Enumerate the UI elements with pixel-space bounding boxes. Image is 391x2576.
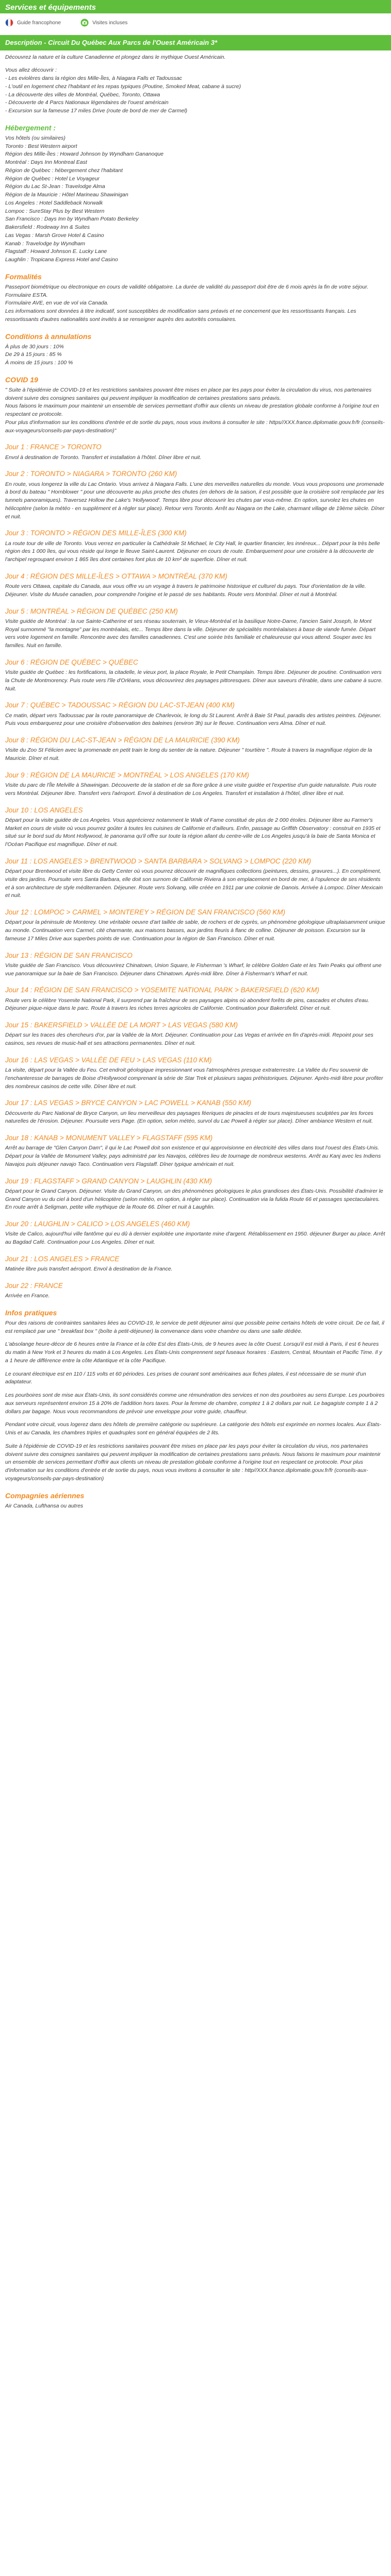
highlights-list bbox=[5, 75, 386, 115]
day-item bbox=[5, 735, 386, 763]
camera-icon bbox=[80, 19, 89, 27]
formalites-heading: Formalités bbox=[5, 272, 42, 281]
day-item bbox=[5, 1133, 386, 1169]
highlight-item: - La découverte des villes de Montréal, Québec, Toronto, Ottawa bbox=[5, 91, 160, 98]
hotel-item: Région de Québec : Hotel Le Voyageur bbox=[5, 175, 100, 182]
formalites-line: Les informations sont données à titre indicatif, sont susceptibles de modification sans préavis et ne concernent que les ressortissants français. Les ressortissants d'autres nationalités sont invités à se renseigner auprès des autorités consulaires. bbox=[5, 308, 356, 323]
hotel-item: Laughlin : Tropicana Express Hotel and Casino bbox=[5, 257, 118, 263]
day-description: Matinée libre puis transfert aéroport. Envol à destination de la France. bbox=[5, 1266, 173, 1272]
infos-heading: Infos pratiques bbox=[5, 1308, 57, 1317]
day-description: Visite de Calico, aujourd'hui ville fantôme qui eu dû à dernier exploitée une importante mine d'argent. Rétablissement en 1950. déjeuner Burger au place. Arrêt au Bagdad Café. Continuation pour Los Angeles. Dîner et nuit. bbox=[5, 1231, 385, 1245]
day-description: Visite guidée de San Francisco. Vous découvrirez Chinatown, Union Square, le Fisherman 's Wharf, le célèbre Golden Gate et les Twin Peaks qui offrent une vue panoramique sur la baie de San Francisco. Déjeuner dans Chinatown. Après-midi libre. Dîner à Fisherman's Wharf et nuit. bbox=[5, 962, 382, 977]
day-item bbox=[5, 805, 386, 849]
days-list bbox=[5, 442, 386, 1300]
day-description: Ce matin, départ vers Tadoussac par la route panoramique de Charlevoix, le long du St Laurent. Arrêt à Baie St Paul, paradis des artistes peintres. Déjeuner. Puis vous embarquerez pour une croisière d'observation des baleines (environ 3h) sur le fleuve. Continuation vers Alma. Dîner et nuit. bbox=[5, 712, 382, 727]
day-description: Arrivée en France. bbox=[5, 1293, 50, 1299]
hotel-item: Région de la Mauricie : Hôtel Marineau Shawinigan bbox=[5, 192, 128, 198]
day-title: Jour 7 : QUÉBEC > TADOUSSAC > RÉGION DU LAC-ST-JEAN (400 KM) bbox=[5, 701, 235, 709]
hotels-list bbox=[5, 143, 386, 264]
highlights-heading: Vous allez découvrir : bbox=[5, 67, 57, 74]
highlight-item: - Découverte de 4 Parcs Nationaux légendaires de l'ouest américain bbox=[5, 99, 169, 106]
day-item bbox=[5, 951, 386, 978]
legend bbox=[0, 13, 391, 31]
day-item bbox=[5, 606, 386, 650]
intro-text: Découvrez la nature et la culture Canadienne et plongez dans le mythique Ouest Américain. bbox=[5, 54, 226, 60]
day-title: Jour 16 : LAS VEGAS > VALLÉE DE FEU > LAS VEGAS (110 KM) bbox=[5, 1056, 212, 1064]
day-item bbox=[5, 1098, 386, 1126]
day-title: Jour 1 : FRANCE > TORONTO bbox=[5, 443, 102, 451]
day-description: Départ sur les traces des chercheurs d'or, par la Vallée de la Mort. Déjeuner. Continuation pour Las Vegas et arrivée en fin d'après-midi. Repoint pour ses casinos, ses revues de music-hall et ses attractions permanentes. Dîner et nuit. bbox=[5, 1032, 373, 1046]
day-item bbox=[5, 442, 386, 462]
infos-paragraph: Le courant électrique est en 110 / 115 volts et 60 périodes. Les prises de courant sont américaines aux fiches plates, il est nécessaire de se munir d'un adaptateur. bbox=[5, 1370, 366, 1385]
day-item bbox=[5, 1055, 386, 1091]
hotel-item: Toronto : Best Western airport bbox=[5, 143, 77, 149]
hotel-item: Montréal : Days Inn Montreal East bbox=[5, 159, 87, 165]
day-title: Jour 18 : KANAB > MONUMENT VALLEY > FLAGSTAFF (595 KM) bbox=[5, 1134, 213, 1142]
day-item bbox=[5, 469, 386, 521]
covid-list bbox=[5, 386, 386, 435]
day-item bbox=[5, 1020, 386, 1048]
day-title: Jour 12 : LOMPOC > CARMEL > MONTEREY > RÉGION DE SAN FRANCISCO (560 KM) bbox=[5, 908, 286, 916]
formalites-line: Passeport biométrique ou électronique en cours de validité obligatoire. La durée de validité du passeport doit être de 6 mois après la fin de votre séjour. bbox=[5, 283, 369, 290]
hotel-item: Flagstaff : Howard Johnson E. Lucky Lane bbox=[5, 248, 107, 255]
day-description: Visite guidée de Montréal : la rue Sainte-Catherine et ses réseau souterrain, le Vieux-Montréal et la basilique Notre-Dame, l'ancien Saint Joseph, le Mont Royal surnommé "la montagne" par les montréalais, etc... Temps libre dans la ville. Déjeuner de spécialités montréalaises à base de viande fumée. Départ vers votre logement en famille. Rencontre avec des familles canadiennes. C'est une soirée très familiale et chaleureuse qui vous attend. Souper avec les familles. Nuit en famille. bbox=[5, 618, 376, 649]
legend-label-guide: Guide francophone bbox=[17, 20, 61, 26]
day-description: Arrêt au barrage de "Glen Canyon Dam", il qui le Lac Powell doit son existence et qui approvisionne en électricité des villes dans tout l'ouest des États-Unis. Départ pour la Vallée de Monument Valley, pays administré par les Navajos, célèbres lieu de tournage de nombreux westerns. Arrêt au Kanj avec les Indiens Navajos puis déjeuner navajo Taco. Continuation vers Flagstaff. Dîner typique américain et nuit. bbox=[5, 1145, 381, 1167]
day-description: Visite du parc de l'Île Melville à Shawinigan. Découverte de la station et de sa flore grâce à une visite guidée et l'expertise d'un guide naturaliste. Puis route vers Montréal. Déjeuner libre. Transfert vers l'aéroport. Envol à destination de Los Angeles. Transfert et installation à l'hôtel, dîner libre et nuit. bbox=[5, 782, 377, 796]
day-item bbox=[5, 1176, 386, 1212]
services-header bbox=[0, 0, 391, 13]
formalites-list bbox=[5, 283, 386, 324]
day-item bbox=[5, 985, 386, 1013]
day-title: Jour 3 : TORONTO > RÉGION DES MILLE-ÎLES (300 KM) bbox=[5, 529, 187, 537]
highlight-item: - L'outil en logement chez l'habitant et les repas typiques (Poutine, Smoked Meat, cabane à sucre) bbox=[5, 83, 241, 90]
infos-list bbox=[5, 1319, 386, 1483]
infos-paragraph: Suite à l'épidémie de COVID-19 et les restrictions sanitaires pouvant être mises en place par les pays pour éviter la circulation du virus, nos partenaires doivent suivre des consignes sanitaires qui peuvent impliquer la modification de certaines prestations sans préavis. Nous faisons le maximum pour maintenir un ensemble de services permettant d'offrir aux clients un niveau de prestation globale conforme à l'origine tout en respectant ce protocole. Pour plus d'information sur les conditions d'entrée et de sortie du pays, nous vous invitons à consulter le site : http//XXX.france.diplomatie.gouv.fr/fr (conseils-aux-voyageurs/conseils-par-pays-destination) bbox=[5, 1443, 381, 1482]
day-description: La visite, départ pour la Vallée du Feu. Cet endroit géologique impressionnant vous l'atmosphères presque extraterrestre. La Vallée du Feu souvenir de l'enchanteresse de barrages de Boise d'Hollywood comprenant la série de Star Trek et plusieurs sagas préhistoriques. Déjeuner. Après-midi libre pour profiter des nombreux casinos de cette ville. Dîner libre et nuit. bbox=[5, 1067, 383, 1090]
day-item bbox=[5, 1281, 386, 1300]
day-description: La route tour de ville de Toronto. Vous verrez en particulier la Cathédrale St Michael, le City Hall, le quartier financier, les innéreux... Départ pour la très belle région des 1 000 îles, qui vous réside qui longe le fleuve Saint-Laurent. Déjeuner en cours de route. Embarquement pour une croisière à la découverte de l'archipel regroupant environ 1 865 îles dont certaines font plus de 10 km² de superficie. Dîner et nuit. bbox=[5, 540, 380, 563]
day-item bbox=[5, 657, 386, 693]
day-title: Jour 5 : MONTRÉAL > RÉGION DE QUÉBEC (250 KM) bbox=[5, 607, 178, 615]
hebergement-heading: Hébergement : bbox=[5, 123, 56, 132]
hebergement-intro: Vos hôtels (ou similaires) bbox=[5, 134, 66, 141]
covid-paragraph: Pour plus d'information sur les conditions d'entrée et de sortie du pays, nous vous invitons à consulter le site : https//XXX.france.diplomatie.gouv.fr/fr (conseils-aux-voyageurs/conseils-par-pays-destination)" bbox=[5, 419, 385, 434]
conditions-list bbox=[5, 343, 386, 367]
formalites-line: Formulaire ESTA. bbox=[5, 292, 48, 298]
hotel-item: Région du Lac St-Jean : Travelodge Alma bbox=[5, 183, 105, 190]
day-item bbox=[5, 1219, 386, 1247]
companies-heading: Compagnies aériennes bbox=[5, 1491, 85, 1500]
day-item bbox=[5, 1254, 386, 1274]
day-description: Visite guidée de Québec : les fortifications, la citadelle, le vieux port, la place Royale, le Petit Champlain. Temps libre. Déjeuner de poutine. Continuation vers la Chute de Montmorency. Puis route vers l'île d'Orléans, vous découvrirez des paysages pittoresques. Dîner aux saveurs d'érable, dans une cabane à sucre. Nuit. bbox=[5, 669, 383, 692]
conditions-line: À plus de 30 jours : 10% bbox=[5, 343, 64, 350]
day-item bbox=[5, 856, 386, 900]
legend-label-visits: Visites incluses bbox=[92, 20, 128, 26]
formalites-line: Formulaire AVE, en vue de vol via Canada. bbox=[5, 300, 109, 307]
day-item bbox=[5, 770, 386, 798]
day-description: Envol à destination de Toronto. Transfert et installation à l'hôtel. Dîner libre et nuit. bbox=[5, 454, 202, 461]
day-title: Jour 21 : LOS ANGELES > FRANCE bbox=[5, 1255, 120, 1263]
day-description: Découverte du Parc National de Bryce Canyon, un lieu merveilleux des paysages féeriques de pinacles et de tours majestueuses sculptées par les forces naturelles de l'érosion. Déjeuner. Poursuite vers Page. (En option, selon météo, survol du Lac Powell à régler sur place). Dîner ambiance Western et nuit. bbox=[5, 1110, 373, 1125]
hotel-item: Région des Mille-Îles : Howard Johnson by Wyndham Gananoque bbox=[5, 151, 164, 158]
day-title: Jour 14 : RÉGION DE SAN FRANCISCO > YOSEMITE NATIONAL PARK > BAKERSFIELD (620 KM) bbox=[5, 986, 319, 994]
day-title: Jour 8 : RÉGION DU LAC-ST-JEAN > RÉGION DE LA MAURICIE (390 KM) bbox=[5, 736, 240, 744]
day-title: Jour 13 : RÉGION DE SAN FRANCISCO bbox=[5, 951, 133, 959]
infos-paragraph: Pendant votre circuit, vous logerez dans des hôtels de première catégorie ou supérieure. La catégorie des hôtels est exprimée en normes locales. Aux États-Unis et au Canada, les chambres triples et quadruples sont en général équipées de 2 lits. bbox=[5, 1421, 382, 1436]
day-title: Jour 4 : RÉGION DES MILLE-ÎLES > OTTAWA > MONTRÉAL (370 KM) bbox=[5, 572, 227, 580]
day-title: Jour 10 : LOS ANGELES bbox=[5, 806, 83, 814]
day-description: Visite du Zoo St Félicien avec la promenade en petit train le long du sentier de la nature. Déjeuner " tourtière ". Route à travers la magnifique région de la Mauricie. Dîner et nuit. bbox=[5, 747, 372, 761]
covid-heading: COVID 19 bbox=[5, 375, 38, 384]
day-item bbox=[5, 571, 386, 599]
day-description: En route, vous longerez la ville du Lac Ontario. Vous arrivez à Niagara Falls. L'une des merveilles naturelles du monde. Vous vous proposons une promenade à bord du bateau " Hornblower " pour une découverte au plus proche des chutes (en dehors de la saison, il est possible que la croisière soit remplacée par les tunnels panoramiques). Traversez Hollow the Lake's 'Hollywood'. Temps libre pour découvrir les chutes par vous-même. En option, survolez les chutes en hélicoptère (selon la météo - en supplément et à régler sur place). Retour vers Toronto. Arrêt au Niagara on the Lake, charmant village de 19ème siècle. Dîner et nuit. bbox=[5, 481, 385, 520]
hotel-item: Los Angeles : Hotel Saddleback Norwalk bbox=[5, 199, 103, 206]
day-title: Jour 11 : LOS ANGELES > BRENTWOOD > SANTA BARBARA > SOLVANG > LOMPOC (220 KM) bbox=[5, 857, 311, 865]
infos-paragraph: Pour des raisons de contraintes sanitaires liées au COVID-19, le service de petit déjeuner ainsi que possible peine certains hôtels de votre circuit. De ce fait, il est remplacé par une " breakfast box " (boîte à petit-déjeuner) la convenance dans votre chambre ou dans une salle dédiée. bbox=[5, 1319, 384, 1334]
companies-text: Air Canada, Lufthansa ou autres bbox=[5, 1502, 84, 1509]
hotel-item: Région de Québec : hébergement chez l'habitant bbox=[5, 167, 123, 174]
day-item bbox=[5, 907, 386, 943]
day-description: Route vers Ottawa, capitale du Canada, aux vous offre vu un voyage à travers le patrimoine historique et culturel du pays. Tour d'orientation de la ville. Déjeuner. Visite du Musée canadien, pour comprendre l'origine et le passé de ses habitants. Route vers Montréal. Dîner et nuit à Montréal. bbox=[5, 583, 366, 598]
conditions-heading: Conditions à annulations bbox=[5, 332, 92, 341]
highlight-item: - Excursion sur la fameuse 17 miles Drive (route de bord de mer de Carmel) bbox=[5, 108, 188, 114]
itinerary-title: Description - Circuit Du Québec Aux Parcs de l'Ouest Américain 3* bbox=[0, 35, 391, 50]
day-title: Jour 22 : FRANCE bbox=[5, 1281, 63, 1290]
conditions-line: À moins de 15 jours : 100 % bbox=[5, 360, 73, 366]
infos-paragraph: Les pourboires sont de mise aux États-Unis, ils sont considérés comme une rémunération des services et non des pourboires au sens Europe. Les pourboires aux serveurs représentent environ 15 à 20% de l'addition hors taxes. Pour la femme de chambre, comptez 1 à 2 dollars par nuit. Le bagagiste compte 1 à 2 dollars par bagage. Nous vous recommandons de prévoir une enveloppe pour votre guide, chauffeur. bbox=[5, 1392, 385, 1415]
day-title: Jour 19 : FLAGSTAFF > GRAND CANYON > LAUGHLIN (430 KM) bbox=[5, 1177, 212, 1185]
day-title: Jour 6 : RÉGION DE QUÉBEC > QUÉBEC bbox=[5, 658, 138, 666]
hotel-item: Kanab : Travelodge by Wyndham bbox=[5, 240, 86, 247]
services-title: Services et équipements bbox=[5, 3, 96, 12]
hotel-item: Lompoc : SureStay Plus by Best Western bbox=[5, 208, 105, 214]
legend-item-visits bbox=[80, 19, 127, 27]
itinerary-content bbox=[0, 50, 391, 1521]
legend-item-guide bbox=[5, 19, 61, 27]
day-title: Jour 20 : LAUGHLIN > CALICO > LOS ANGELES (460 KM) bbox=[5, 1220, 190, 1228]
day-description: Départ pour la péninsule de Monterey. Une véritable oeuvre d'art taillée de sable, de rochers et de cyprès, un phénomène géologique ultraplaisamment unique au monde. Continuation vers Carmel, cité charmante, aux maisons basses, aux jardins fleuris à flanc de colline. Déjeuner de poisson. Excursion sur la fameuse 17 Miles Drive aux superbes points de vue. Continuation pour la région de San Francisco. Dîner et nuit. bbox=[5, 919, 385, 942]
day-description: Route vers le célèbre Yosemite National Park, il surprend par la fraîcheur de ses paysages alpins où abondent forêts de pins, cascades et chutes d'eau. Déjeuner pique-nique dans le parc. Route à travers les riches terres agricoles de Californie. Continuation pour Bakersfield. Dîner et nuit. bbox=[5, 997, 369, 1012]
day-description: Départ pour la visite guidée de Los Angeles. Vous apprécierez notamment le Walk of Fame constitué de plus de 2 000 étoiles. Déjeuner libre au Farmer's Market en cours de visite où vous pourrez goûter à toutes les cuisines de Californie et d'ailleurs. Enfin, passage au Griffith Observatory : construit en 1935 et situé sur le bord sud du Mont Hollywood, le panorama qu'il offre sur toute la région allant du centre-ville de Los Angeles jusqu'à la baie de Santa Monica et l'Océan Pacifique est magnifique. Dîner et nuit. bbox=[5, 817, 381, 848]
day-description: Départ pour Brentwood et visite libre du Getty Center où vous pourrez découvrir de magnifiques collections (peintures, dessins, gravures...). En complément, visite des jardins. Poursuite vers Santa Barbara, elle doit son surnom de Californie Riviera à son emplacement en bord de mer, à l'opulence de ses résidents et à son architecture de style méditerranéen. Déjeuner. Route vers Solvang, ville créée en 1911 par une colonie de Danois. Arrivée à Lompoc. Dîner Mexicain et nuit. bbox=[5, 868, 383, 899]
day-item bbox=[5, 528, 386, 564]
hotel-item: Las Vegas : Marsh Grove Hotel & Casino bbox=[5, 232, 104, 239]
highlight-item: - Les eviolères dans la région des Mille-Îles, à Niagara Falls et Tadoussac bbox=[5, 75, 182, 81]
day-title: Jour 15 : BAKERSFIELD > VALLÉE DE LA MORT > LAS VEGAS (580 KM) bbox=[5, 1021, 238, 1029]
conditions-line: De 29 à 15 jours : 85 % bbox=[5, 351, 62, 358]
day-title: Jour 9 : RÉGION DE LA MAURICIE > MONTRÉAL > LOS ANGELES (170 KM) bbox=[5, 771, 249, 779]
covid-paragraph: Nous faisons le maximum pour maintenir un ensemble de services permettant d'offrir aux clients un niveau de prestation globale conforme à l'origine tout en respectant ce protocole. bbox=[5, 403, 379, 417]
day-description: Départ pour le Grand Canyon. Déjeuner. Visite du Grand Canyon, un des phénomènes géologiques le plus grandioses des États-Unis. Possibilité d'admirer le Grand Canyon vu du ciel à bord d'un hélicoptère (selon météo, en option, à régler sur place). Continuation via la fulida Route 66 et passages spectaculaires. En route arrêt à Seligman, petite ville mythique de la Route 66. Dîner et nuit à Laughlin. bbox=[5, 1188, 383, 1211]
covid-paragraph: " Suite à l'épidémie de COVID-19 et les restrictions sanitaires pouvant être mises en place par les pays pour éviter la circulation du virus, nos partenaires doivent suivre des consignes sanitaires qui peuvent impliquer la modification de certaines prestations sans préavis. bbox=[5, 386, 372, 401]
day-title: Jour 2 : TORONTO > NIAGARA > TORONTO (260 KM) bbox=[5, 470, 177, 478]
day-title: Jour 17 : LAS VEGAS > BRYCE CANYON > LAC POWELL > KANAB (550 KM) bbox=[5, 1099, 251, 1107]
flag-france-icon bbox=[5, 19, 13, 27]
hotel-item: San Francisco : Days Inn by Wyndham Potato Berkeley bbox=[5, 216, 139, 223]
hotel-item: Bakersfield : Rodeway Inn & Suites bbox=[5, 224, 90, 230]
day-item bbox=[5, 700, 386, 728]
infos-paragraph: L'absolange heure-décor de 6 heures entre la France et la côte Est des États-Unis, de 9 heures avec la côte Ouest. Lorsqu'il est midi à Paris, il est 6 heures du matin à New York et 3 heures du matin à Los Angeles. Les États-Unis comprennent sept fuseaux horaires : Eastern, Central, Mountain et Pacific Time. Il y a 1 heure de différence entre la côte Atlantique et la côte Pacifique. bbox=[5, 1341, 382, 1364]
